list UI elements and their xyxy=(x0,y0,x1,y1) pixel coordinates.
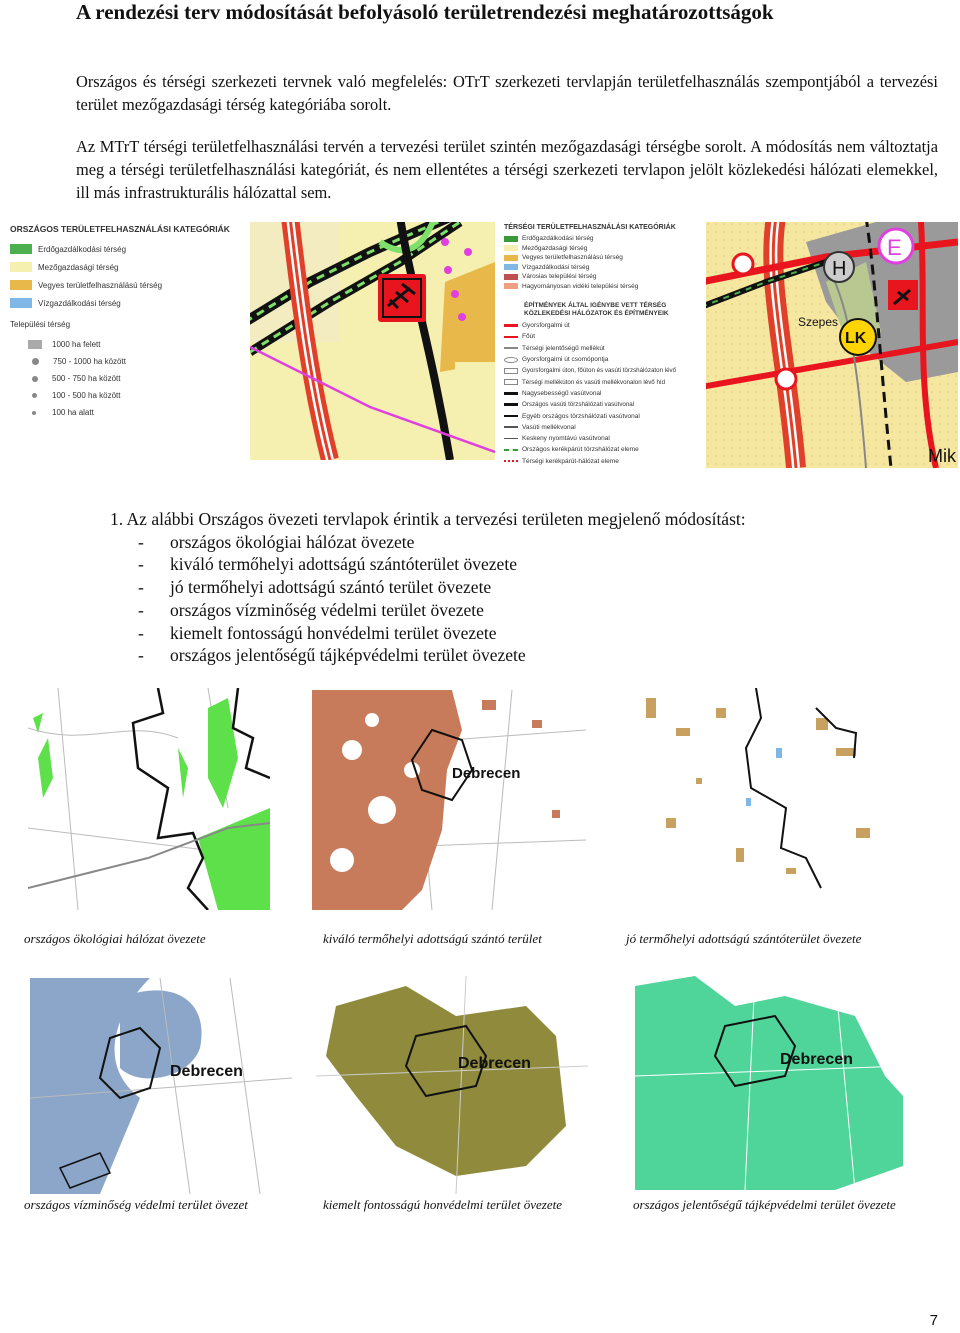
map-defense xyxy=(316,976,588,1194)
map-water-quality xyxy=(30,978,292,1194)
legend-label: Mezőgazdasági térség xyxy=(522,244,588,252)
legend-line xyxy=(504,343,676,354)
map-label-debrecen: Debrecen xyxy=(170,1063,243,1080)
list-item-text: kiemelt fontosságú honvédelmi terület övezete xyxy=(170,622,497,643)
map-landscape xyxy=(635,976,903,1190)
line-swatch xyxy=(504,426,518,428)
legend-items xyxy=(504,234,638,291)
legend-label: Országos vasúti törzshálózati vasútvonal xyxy=(522,401,635,409)
settlement-title: Települési térség xyxy=(10,320,71,329)
swatch xyxy=(504,264,518,270)
mtrt-map xyxy=(706,222,958,468)
settlement-item xyxy=(28,404,126,421)
page-number: 7 xyxy=(929,1312,938,1329)
legend-line xyxy=(504,399,676,410)
map-good-arable xyxy=(636,688,904,910)
legend-title: TÉRSÉGI TERÜLETFELHASZNÁLÁSI KATEGÓRIÁK xyxy=(504,224,676,231)
legend-item xyxy=(504,244,638,254)
line-swatch xyxy=(504,438,518,439)
legend-line xyxy=(504,331,676,342)
legend-label: Vegyes területfelhasználású térség xyxy=(522,254,623,262)
swatch xyxy=(504,245,518,251)
legend-label: 100 ha alatt xyxy=(52,408,94,417)
swatch xyxy=(10,280,32,290)
dot xyxy=(32,376,38,382)
map-water-quality-svg xyxy=(30,978,292,1194)
map-label-debrecen: Debrecen xyxy=(780,1051,853,1068)
swatch xyxy=(10,244,32,254)
legend-label: 100 - 500 ha között xyxy=(52,391,121,400)
map-label-h: H xyxy=(832,258,847,280)
map-label-szepes: Szepes xyxy=(798,315,839,329)
line-swatch xyxy=(504,357,518,363)
map-ecological xyxy=(28,688,270,910)
zone-list xyxy=(110,508,870,667)
line-swatch xyxy=(504,324,518,327)
legend-line xyxy=(504,410,676,421)
list-item-text: országos ökológiai hálózat övezete xyxy=(170,531,415,552)
swatch xyxy=(10,298,32,308)
dot xyxy=(32,393,37,398)
caption-landscape: országos jelentőségű tájképvédelmi terület övezete xyxy=(633,1197,896,1212)
otrt-map xyxy=(250,222,495,460)
legend-label: Vízgazdálkodási térség xyxy=(522,263,590,271)
list-item: - jó termőhelyi adottságú szántó terület övezete xyxy=(138,577,492,598)
paragraph-mtrt: Az MTrT térségi területfelhasználási tervén a tervezési terület szintén mezőgazdasági térségbe sorolt. A módosítás nem változtatja meg a térségi területfelhasználási kategóriát, és nem ellentétes a térségi szerkezeti tervlapon jelölt közlekedési hálózati elemekkel, ill más infrastrukturális hálózattal sem. xyxy=(76,137,938,202)
map-good-arable-svg xyxy=(636,688,904,910)
legend-item xyxy=(10,240,162,258)
list-item: - országos vízminőség védelmi terület övezete xyxy=(138,599,484,620)
map-excellent-arable-svg xyxy=(312,690,586,910)
legend-line xyxy=(504,433,676,444)
map-ecological-svg xyxy=(28,688,270,910)
legend-label: Vízgazdálkodási térség xyxy=(38,298,121,308)
legend-item xyxy=(504,272,638,282)
map-label-mik: Mik xyxy=(928,446,956,466)
map-label-e: E xyxy=(887,235,902,260)
list-item-text: jó termőhelyi adottságú szántó terület övezete xyxy=(170,577,492,598)
legend-label: 500 - 750 ha között xyxy=(52,374,121,383)
settlement-item xyxy=(28,370,126,387)
legend-label: 750 - 1000 ha között xyxy=(53,357,126,366)
settlement-items xyxy=(28,336,126,421)
settlement-item xyxy=(28,387,126,404)
page-title: A rendezési terv módosítását befolyásoló területrendezési meghatározottságok xyxy=(76,0,774,24)
settlement-item xyxy=(28,353,126,370)
legend-label: Vasúti mellékvonal xyxy=(522,423,576,431)
legend-item xyxy=(10,258,162,276)
legend-label: Térségi jelentőségű mellékút xyxy=(522,344,605,352)
swatch xyxy=(504,255,518,261)
legend-line xyxy=(504,376,676,387)
paragraph-otrt: Országos és térségi szerkezeti tervnek való megfelelés: OTrT szerkezeti tervlapján területfelhasználás szempontjából a tervezési terület mezőgazdasági térség kategóriába sorolt. xyxy=(76,72,938,114)
list-items xyxy=(138,531,870,667)
legend-label: Térségi kerékpárút-hálózat eleme xyxy=(522,457,619,465)
legend-label: Erdőgazdálkodási térség xyxy=(38,244,127,254)
list-item: - kiváló termőhelyi adottságú szántóterület övezete xyxy=(138,554,517,575)
legend-line xyxy=(504,388,676,399)
legend-label: Térségi mellékúton és vasúti mellékvonalon lévő híd xyxy=(522,378,666,386)
legend-label: Keskeny nyomtávú vasútvonal xyxy=(522,435,610,443)
caption-excellent-arable: kiváló termőhelyi adottságú szántó terület xyxy=(323,931,542,946)
dot xyxy=(32,358,39,365)
legend-item xyxy=(504,253,638,263)
swatch xyxy=(28,340,42,349)
caption-defense: kiemelt fontosságú honvédelmi terület övezete xyxy=(323,1197,562,1212)
line-swatch xyxy=(504,403,518,406)
legend-label: Egyéb országos törzshálózati vasútvonal xyxy=(522,412,640,420)
list-item: - országos jelentőségű tájképvédelmi terület övezete xyxy=(138,645,526,666)
caption-water-quality: országos vízminőség védelmi terület övezet xyxy=(24,1197,248,1212)
legend-item xyxy=(504,234,638,244)
line-swatch xyxy=(504,460,518,462)
map-label-lk: LK xyxy=(845,330,867,347)
legend-line xyxy=(504,422,676,433)
map-excellent-arable xyxy=(312,690,586,910)
legend-label: Városias települési térség xyxy=(522,273,597,281)
line-swatch xyxy=(504,449,518,451)
list-item-text: kiváló termőhelyi adottságú szántóterület övezete xyxy=(170,554,517,575)
legend-line xyxy=(504,456,676,467)
legend-line xyxy=(504,365,676,376)
line-swatch xyxy=(504,336,518,338)
map-landscape-svg xyxy=(635,976,903,1190)
line-swatch xyxy=(504,379,518,385)
otrt-map-svg xyxy=(250,222,495,460)
legend-label: Hagyományosan vidéki települési térség xyxy=(522,282,639,290)
line-swatch xyxy=(504,347,518,349)
legend-item xyxy=(504,263,638,273)
mtrt-legend xyxy=(498,222,706,470)
legend-item xyxy=(504,282,638,292)
legend-title-2: ÉPÍTMÉNYEK ÁLTAL IGÉNYBE VETT TÉRSÉG KÖZLEKEDÉSI HÁLÓZATOK ÉS ÉPÍTMÉNYEIK xyxy=(524,302,669,317)
legend-line xyxy=(504,444,676,455)
line-swatch xyxy=(504,392,518,395)
legend-label: 1000 ha felett xyxy=(52,340,101,349)
caption-ecological: országos ökológiai hálózat övezete xyxy=(24,931,206,946)
legend-item xyxy=(10,276,162,294)
list-heading: 1. Az alábbi Országos övezeti tervlapok érintik a tervezési területen megjelenő módosítást: xyxy=(110,509,746,529)
line-swatch xyxy=(504,368,518,374)
legend-label: Nagysebességű vasútvonal xyxy=(522,389,602,397)
legend-line xyxy=(504,320,676,331)
map-defense-svg xyxy=(316,976,588,1194)
legend-label: Gyorsforgalmi út xyxy=(522,322,570,330)
dot xyxy=(32,411,36,415)
caption-good-arable: jó termőhelyi adottságú szántóterület övezete xyxy=(626,931,862,946)
swatch xyxy=(504,236,518,242)
swatch xyxy=(10,262,32,272)
map-label-debrecen: Debrecen xyxy=(458,1055,531,1072)
legend-label: Vegyes területfelhasználású térség xyxy=(38,280,163,290)
legend-line xyxy=(504,354,676,365)
otrt-legend xyxy=(8,222,246,460)
swatch xyxy=(504,274,518,280)
legend-label: Főút xyxy=(522,333,536,341)
list-item: - kiemelt fontosságú honvédelmi terület övezete xyxy=(138,622,497,643)
legend-items xyxy=(10,240,162,312)
map-label-debrecen: Debrecen xyxy=(452,765,521,782)
mtrt-map-svg xyxy=(706,222,958,468)
legend-label: Erdőgazdálkodási térség xyxy=(522,235,594,243)
settlement-item xyxy=(28,336,126,353)
legend-label: Gyorsforgalmi út csomópontja xyxy=(522,356,609,364)
legend-item xyxy=(10,294,162,312)
list-item-text: országos jelentőségű tájképvédelmi terület övezete xyxy=(170,645,526,666)
list-item-text: országos vízminőség védelmi terület övezete xyxy=(170,599,484,620)
legend-label: Mezőgazdasági térség xyxy=(38,262,119,272)
list-item: - országos ökológiai hálózat övezete xyxy=(138,531,415,552)
legend-title: ORSZÁGOS TERÜLETFELHASZNÁLÁSI KATEGÓRIÁK xyxy=(10,224,230,234)
swatch xyxy=(504,283,518,289)
legend-label: Országos kerékpárút törzshálózat eleme xyxy=(522,446,639,454)
legend-label: Gyorsforgalmi úton, főúton és vasúti törzshálózaton lévő xyxy=(522,367,677,375)
line-swatch xyxy=(504,415,518,417)
legend-lines xyxy=(504,320,676,467)
